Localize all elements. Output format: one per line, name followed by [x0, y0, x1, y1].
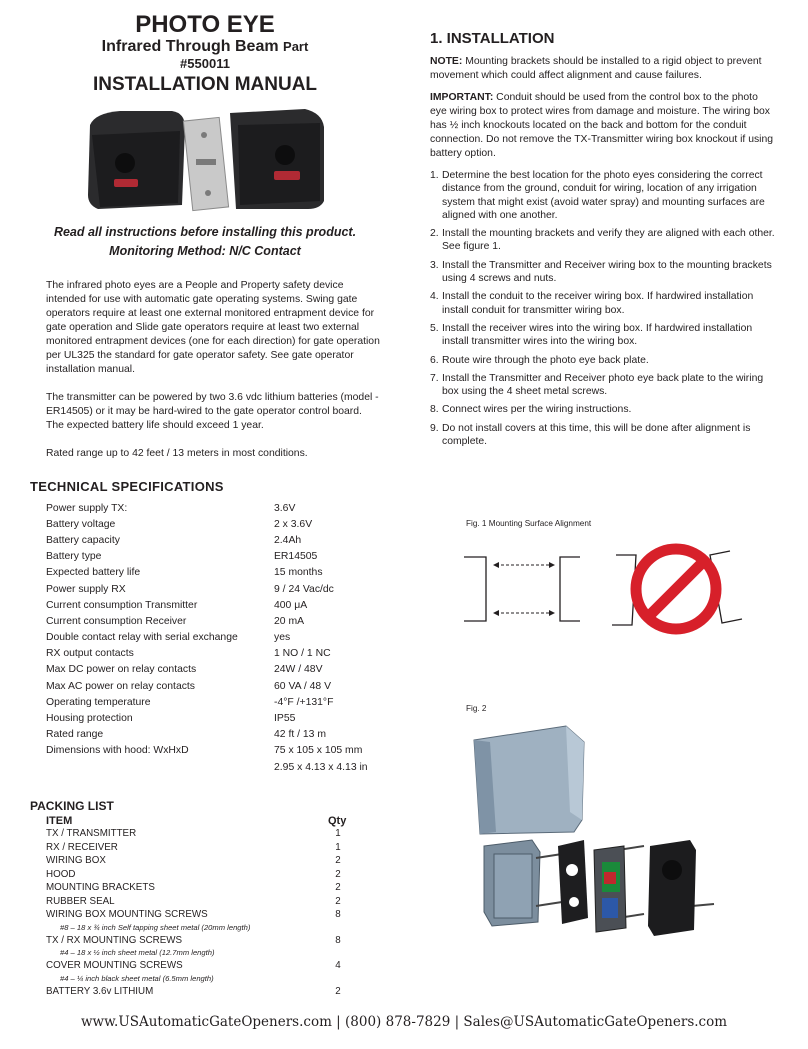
- installation-step: [430, 169, 775, 222]
- spec-value: 15 months: [274, 567, 323, 579]
- installation-steps: [430, 169, 775, 448]
- specs-table: [30, 500, 380, 775]
- intro-text: [30, 279, 380, 461]
- step-text: Install the Transmitter and Receiver wiring box to the mounting brackets using 4 screws and nuts.: [442, 259, 772, 285]
- packing-item: WIRING BOX: [46, 855, 106, 867]
- spec-label: Current consumption Transmitter: [46, 599, 198, 611]
- step-number: 1.: [430, 170, 439, 181]
- step-number: 4.: [430, 291, 439, 303]
- spec-row: [46, 565, 380, 581]
- fig2-caption: Fig. 2: [466, 704, 487, 713]
- spec-label: Battery type: [46, 551, 102, 563]
- page-title: PHOTO EYE: [135, 11, 275, 38]
- subtitle: [30, 38, 380, 56]
- spec-value: yes: [274, 632, 291, 644]
- packing-row: [30, 827, 380, 841]
- installation-step: [430, 422, 775, 449]
- spec-label: Double contact relay with serial exchange: [46, 632, 238, 644]
- spec-row: [46, 532, 380, 548]
- intro-paragraph: The infrared photo eyes are a People and Property safety device intended for use with automatic gate operating systems. Swing gate operators require at least one external monitored entrapment device for gate operation and Slide gate operators require at least two external monitored entrapment devices (one for each direction) for gate operation per UL325 the standard for gate operator safety. See gate operator installation manual.: [46, 280, 380, 375]
- installation-step: [430, 259, 775, 286]
- packing-heading: PACKING LIST: [30, 799, 114, 814]
- spec-row: [46, 727, 380, 743]
- spec-label: Rated range: [46, 729, 104, 741]
- step-number: 3.: [430, 259, 439, 271]
- fig1-diagram: [460, 535, 780, 635]
- instructions-banner: [30, 223, 380, 261]
- packing-qty: 8: [335, 909, 341, 921]
- read-instructions: Read all instructions before installing this product.: [53, 225, 357, 239]
- spec-label: Max AC power on relay contacts: [46, 680, 195, 692]
- spec-row: [46, 581, 380, 597]
- packing-row: [30, 908, 380, 922]
- packing-row: [30, 985, 380, 999]
- product-photo: [80, 105, 330, 217]
- packing-item: RUBBER SEAL: [46, 895, 115, 907]
- step-text: Install the Transmitter and Receiver photo eye back plate to the wiring box using the 4 sheet metal screws.: [442, 372, 764, 398]
- packing-row: [30, 881, 380, 895]
- installation-step: [430, 227, 775, 254]
- spec-label: Power supply TX:: [46, 502, 128, 514]
- installation-step: [430, 354, 775, 367]
- spec-row: [46, 516, 380, 532]
- step-text: Install the receiver wires into the wiring box. If hardwired installation install transmitter wires into the wiring box.: [442, 322, 753, 348]
- spec-value: 1 NO / 1 NC: [274, 648, 331, 660]
- packing-row: [30, 895, 380, 909]
- packing-list: [30, 827, 380, 998]
- spec-row: [46, 597, 380, 613]
- spec-label: Expected battery life: [46, 567, 141, 579]
- spec-row: [46, 613, 380, 629]
- spec-value: 75 x 105 x 105 mm: [274, 745, 363, 757]
- monitoring-method: Monitoring Method: N/C Contact: [109, 244, 301, 258]
- spec-label: Battery voltage: [46, 518, 116, 530]
- packing-item: TX / RX MOUNTING SCREWS: [46, 934, 183, 946]
- step-number: 7.: [430, 372, 439, 384]
- spec-label: Current consumption Receiver: [46, 615, 187, 627]
- spec-value: 2.4Ah: [274, 534, 302, 546]
- packing-item: TX / TRANSMITTER: [46, 828, 137, 840]
- step-number: 8.: [430, 404, 439, 416]
- intro-paragraph: The transmitter can be powered by two 3.6 vdc lithium batteries (model - ER14505) or it may be hard-wired to the gate operator control board. The expected battery life should exceed 1 year.: [46, 392, 379, 431]
- packing-qty: 1: [335, 828, 341, 840]
- spec-row: [46, 759, 380, 775]
- packing-qty: 2: [335, 895, 341, 907]
- step-text: Install the mounting brackets and verify they are aligned with each other. See figure 1.: [442, 228, 775, 253]
- installation-step: [430, 322, 775, 349]
- subtitle-main: Infrared Through Beam: [101, 38, 279, 55]
- spec-value: ER14505: [274, 551, 318, 563]
- left-column: [30, 12, 380, 998]
- spec-label: Dimensions with hood: WxHxD: [46, 745, 189, 757]
- packing-header-row: [30, 815, 380, 827]
- spec-label: Power supply RX: [46, 583, 126, 595]
- important-label: IMPORTANT:: [430, 92, 494, 103]
- fig2-exploded-view: [466, 722, 782, 950]
- spec-value: 9 / 24 Vac/dc: [274, 583, 334, 595]
- packing-row: [30, 841, 380, 855]
- step-text: Connect wires per the wiring instructions.: [442, 404, 632, 416]
- step-text: Determine the best location for the photo eyes considering the correct distance from the ground, conduit for wiring, location of any irrigation system that might exist (avoid water spray) and mounting surfaces are aligned with one another.: [442, 170, 765, 221]
- packing-qty: 4: [335, 960, 341, 972]
- installation-step: [430, 290, 775, 317]
- specs-heading: TECHNICAL SPECIFICATIONS: [30, 479, 224, 494]
- spec-row: [46, 678, 380, 694]
- packing-row: [30, 959, 380, 973]
- packing-row: [30, 868, 380, 882]
- spec-row: [46, 710, 380, 726]
- note-label: NOTE:: [430, 56, 463, 67]
- spec-value: IP55: [274, 713, 296, 725]
- packing-note: #8 – 18 x ¾ inch Self tapping sheet metal (20mm length): [60, 922, 251, 932]
- footer-contact: www.USAutomaticGateOpeners.com | (800) 878-7829 | Sales@USAutomaticGateOpeners.com: [80, 1014, 728, 1030]
- packing-qty: 2: [335, 868, 341, 880]
- spec-value: 2.95 x 4.13 x 4.13 in: [274, 761, 368, 773]
- packing-qty: 8: [335, 934, 341, 946]
- subtitle-part: Part: [283, 39, 309, 54]
- installation-step: [430, 403, 775, 416]
- packing-item: COVER MOUNTING SCREWS: [46, 960, 183, 972]
- spec-row: [46, 694, 380, 710]
- packing-item: RX / RECEIVER: [46, 841, 118, 853]
- spec-value: 20 mA: [274, 615, 305, 627]
- packing-qty: 2: [335, 855, 341, 867]
- note-text: Mounting brackets should be installed to a rigid object to prevent movement which could affect alignment and cause failures.: [430, 56, 762, 81]
- important-text: Conduit should be used from the control box to the photo eye wiring box to protect wires from damage and moisture. The wiring box has ½ inch knockouts located on the back and bottom for the conduit connection. Do not remove the TX-Transmitter wiring box knockout if using battery option.: [430, 92, 774, 159]
- step-text: Install the conduit to the receiver wiring box. If hardwired installation install conduit for transmitter wiring box.: [442, 291, 754, 316]
- spec-row: [46, 500, 380, 516]
- spec-label: Max DC power on relay contacts: [46, 664, 197, 676]
- manual-title: INSTALLATION MANUAL: [92, 74, 318, 95]
- note-paragraph: [430, 55, 775, 83]
- spec-row: [46, 630, 380, 646]
- spec-row: [46, 646, 380, 662]
- packing-item: MOUNTING BRACKETS: [46, 882, 155, 894]
- packing-item: BATTERY 3.6v LITHIUM: [46, 985, 154, 997]
- part-number: #550011: [180, 56, 230, 71]
- step-text: Do not install covers at this time, this will be done after alignment is complete.: [442, 422, 751, 448]
- packing-qty: 2: [335, 985, 341, 997]
- packing-item: HOOD: [46, 868, 76, 880]
- installation-heading: 1. INSTALLATION: [430, 30, 555, 47]
- important-paragraph: [430, 91, 775, 161]
- spec-row: [46, 549, 380, 565]
- packing-row: [30, 854, 380, 868]
- spec-value: 2 x 3.6V: [274, 518, 313, 530]
- right-column: [430, 30, 775, 448]
- qty-column-header: Qty: [328, 815, 347, 828]
- packing-row: [30, 934, 380, 948]
- step-text: Route wire through the photo eye back plate.: [442, 354, 649, 366]
- intro-paragraph: Rated range up to 42 feet / 13 meters in most conditions.: [46, 448, 308, 459]
- spec-row: [46, 662, 380, 678]
- spec-value: -4°F /+131°F: [274, 696, 334, 708]
- spec-row: [46, 743, 380, 759]
- spec-value: 400 μA: [274, 599, 308, 611]
- step-number: 6.: [430, 354, 439, 366]
- spec-label: Operating temperature: [46, 696, 151, 708]
- spec-label: Battery capacity: [46, 534, 120, 546]
- item-column-header: ITEM: [46, 815, 73, 828]
- spec-value: 3.6V: [274, 502, 296, 514]
- fig1-caption: Fig. 1 Mounting Surface Alignment: [466, 519, 592, 528]
- spec-value: 60 VA / 48 V: [274, 680, 331, 692]
- packing-note: #4 – ¼ inch black sheet metal (6.5mm length): [60, 973, 214, 983]
- spec-value: 42 ft / 13 m: [274, 729, 326, 741]
- spec-value: 24W / 48V: [274, 664, 323, 676]
- step-number: 9.: [430, 422, 439, 434]
- packing-note: #4 – 18 x ½ inch sheet metal (12.7mm length): [60, 948, 215, 958]
- packing-qty: 2: [335, 882, 341, 894]
- spec-label: Housing protection: [46, 713, 133, 725]
- spec-label: RX output contacts: [46, 648, 134, 660]
- packing-item: WIRING BOX MOUNTING SCREWS: [46, 909, 208, 921]
- packing-qty: 1: [335, 841, 341, 853]
- installation-step: [430, 372, 775, 399]
- step-number: 5.: [430, 322, 439, 334]
- step-number: 2.: [430, 228, 439, 240]
